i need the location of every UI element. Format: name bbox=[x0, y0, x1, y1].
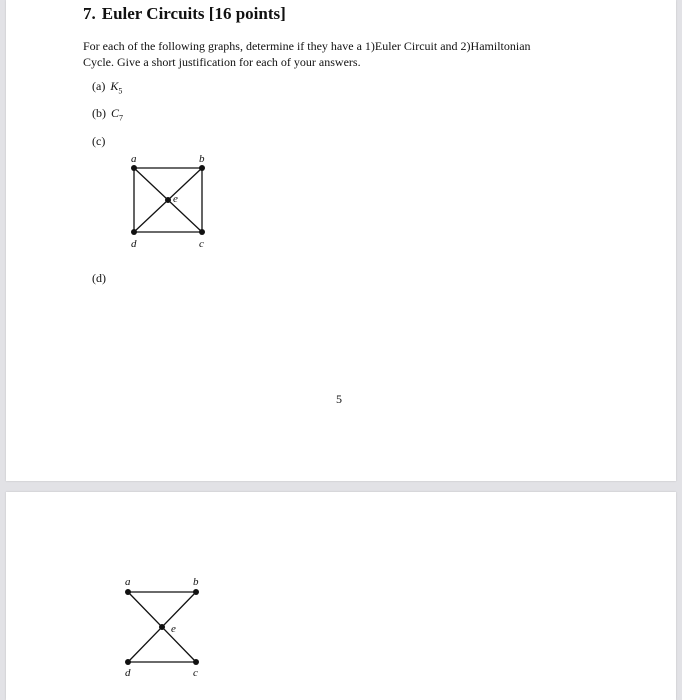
graph-c-label-a: a bbox=[131, 153, 137, 165]
graph-d-vertex-e bbox=[159, 624, 165, 630]
graph-c-vertex-c bbox=[199, 229, 205, 235]
part-c-label: (c) bbox=[92, 134, 106, 148]
graph-d-label-a: a bbox=[125, 576, 131, 588]
problem-number: 7. bbox=[83, 4, 96, 23]
document-page-2 bbox=[6, 492, 676, 700]
instructions-line-1: For each of the following graphs, determine if they have a 1)Euler Circuit and 2)Hamiltonian bbox=[83, 39, 531, 53]
part-a-subscript: 5 bbox=[118, 86, 123, 96]
part-d-label: (d) bbox=[92, 271, 106, 285]
problem-title: Euler Circuits [16 points] bbox=[101, 4, 286, 23]
page-number: 5 bbox=[336, 392, 342, 406]
graph-d-vertex-b bbox=[193, 589, 199, 595]
part-d bbox=[92, 271, 106, 286]
graph-d-vertex-d bbox=[125, 659, 131, 665]
graph-c-label-b: b bbox=[199, 153, 205, 165]
graph-d-vertex-a bbox=[125, 589, 131, 595]
graph-c-vertex-e bbox=[165, 197, 171, 203]
graph-d-diagram bbox=[108, 570, 218, 680]
part-b-subscript: 7 bbox=[119, 113, 124, 123]
part-b-symbol: C bbox=[111, 106, 120, 120]
graph-c-label-c: c bbox=[199, 238, 204, 250]
problem-instructions bbox=[83, 38, 623, 70]
graph-c-label-e: e bbox=[173, 193, 178, 205]
graph-d-vertex-c bbox=[193, 659, 199, 665]
graph-d-label-d: d bbox=[125, 667, 131, 679]
graph-d-label-b: b bbox=[193, 576, 199, 588]
part-a bbox=[92, 79, 122, 95]
graph-c-vertex-d bbox=[131, 229, 137, 235]
part-b bbox=[92, 106, 123, 122]
graph-d-label-c: c bbox=[193, 667, 198, 679]
part-b-graph-name bbox=[111, 106, 124, 123]
part-c bbox=[92, 134, 105, 149]
instructions-line-2: Cycle. Give a short justification for each of your answers. bbox=[83, 55, 361, 69]
part-a-symbol: K bbox=[110, 79, 119, 93]
graph-c-vertex-a bbox=[131, 165, 137, 171]
part-b-label: (b) bbox=[92, 106, 106, 120]
graph-c-label-d: d bbox=[131, 238, 137, 250]
part-a-graph-name bbox=[110, 79, 123, 96]
problem-heading bbox=[83, 4, 286, 24]
part-a-label: (a) bbox=[92, 79, 106, 93]
graph-c-diagram bbox=[114, 150, 224, 250]
graph-c-vertex-b bbox=[199, 165, 205, 171]
graph-d-label-e: e bbox=[171, 623, 176, 635]
document-page-1 bbox=[6, 0, 676, 481]
